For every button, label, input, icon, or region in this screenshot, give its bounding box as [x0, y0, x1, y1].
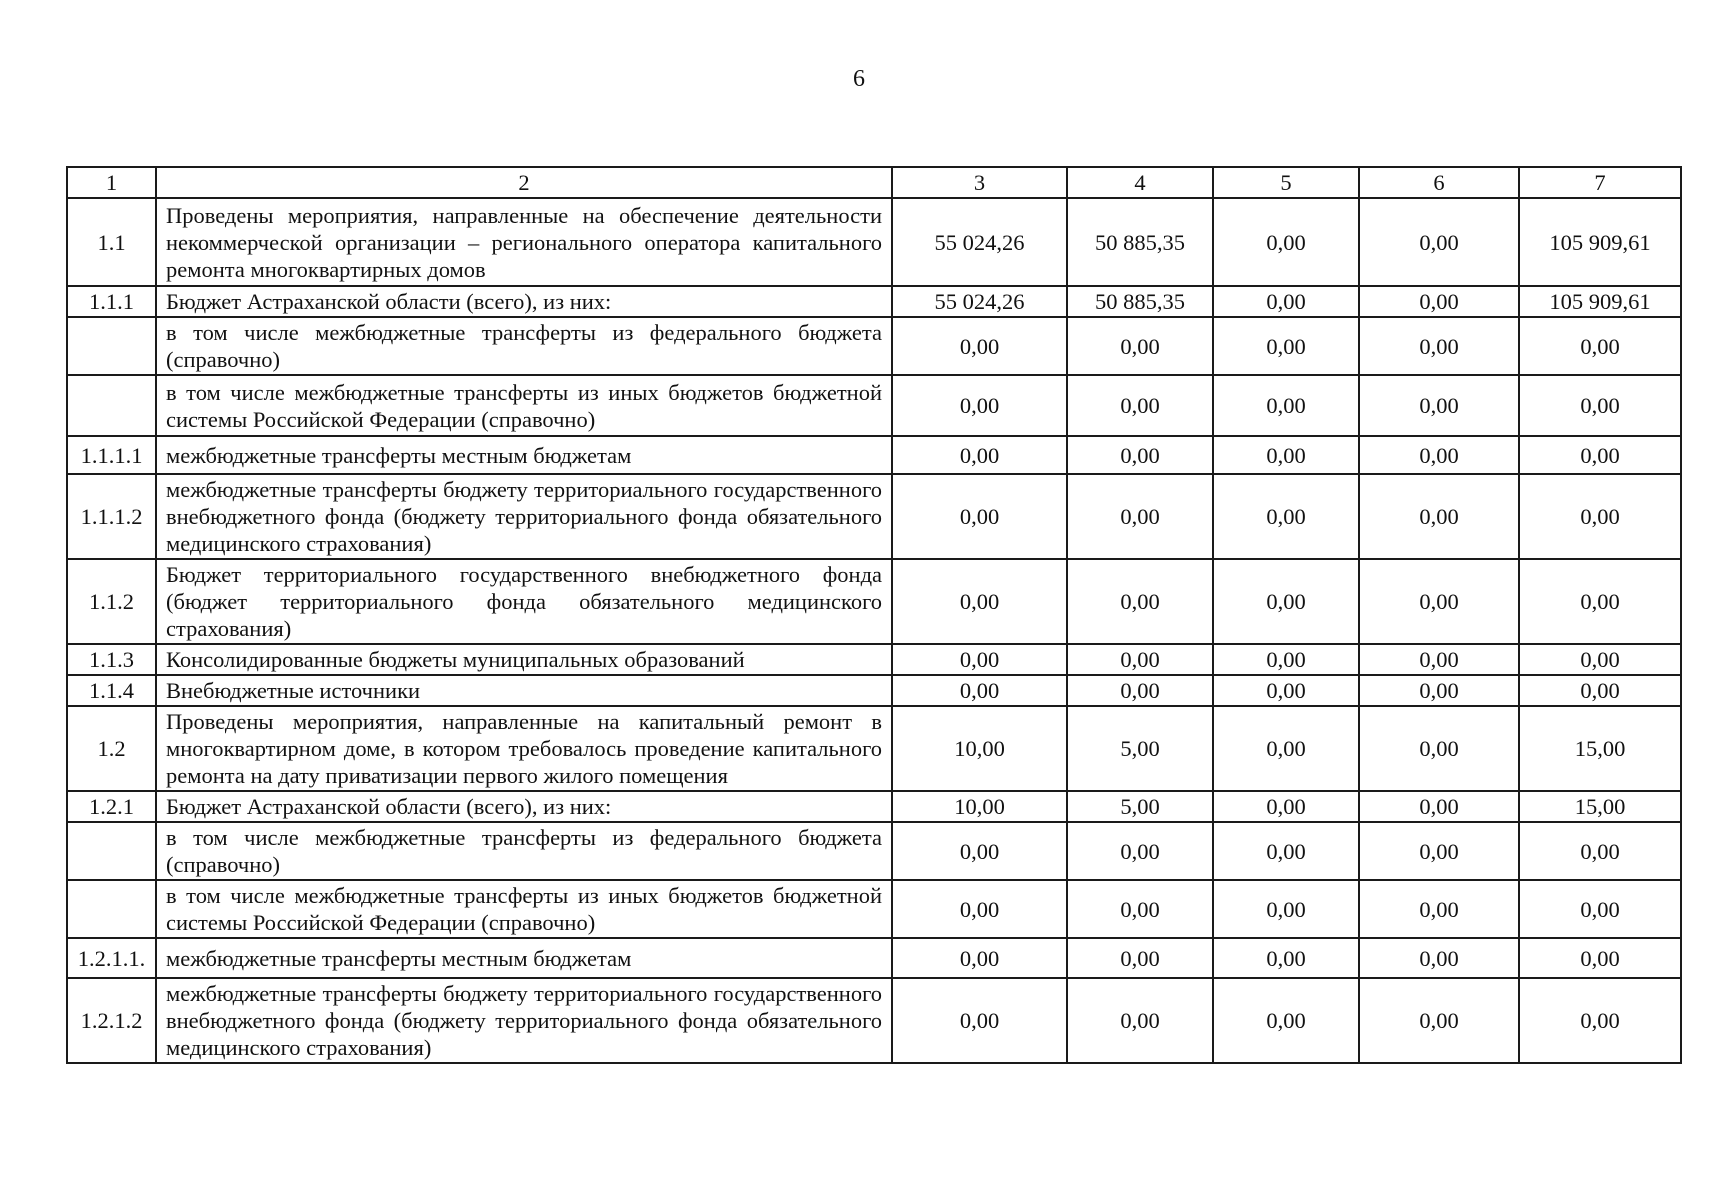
row-value-col-3: 0,00 — [892, 978, 1067, 1063]
row-value-col-3: 0,00 — [892, 317, 1067, 375]
row-code — [67, 880, 156, 938]
row-description: межбюджетные трансферты местным бюджетам — [156, 436, 892, 474]
row-description: межбюджетные трансферты бюджету территориального государственного внебюджетного фонда (бюджету территориального фонда обязательного медицинского страхования) — [156, 474, 892, 559]
row-description: межбюджетные трансферты местным бюджетам — [156, 938, 892, 978]
row-value-col-7: 0,00 — [1519, 559, 1681, 644]
row-code: 1.2.1.1. — [67, 938, 156, 978]
table-row — [67, 822, 1681, 880]
table-row — [67, 375, 1681, 436]
row-code: 1.1.1.1 — [67, 436, 156, 474]
row-value-col-7: 15,00 — [1519, 706, 1681, 791]
row-value-col-3: 55 024,26 — [892, 286, 1067, 317]
row-value-col-6: 0,00 — [1359, 880, 1519, 938]
row-value-col-5: 0,00 — [1213, 286, 1359, 317]
row-value-col-6: 0,00 — [1359, 822, 1519, 880]
header-cell: 1 — [67, 167, 156, 198]
row-value-col-4: 0,00 — [1067, 474, 1213, 559]
row-value-col-3: 0,00 — [892, 375, 1067, 436]
table-row — [67, 559, 1681, 644]
row-value-col-7: 0,00 — [1519, 474, 1681, 559]
row-value-col-3: 0,00 — [892, 559, 1067, 644]
table-row — [67, 978, 1681, 1063]
table-row — [67, 286, 1681, 317]
row-value-col-6: 0,00 — [1359, 559, 1519, 644]
row-value-col-5: 0,00 — [1213, 706, 1359, 791]
row-value-col-5: 0,00 — [1213, 198, 1359, 286]
row-value-col-6: 0,00 — [1359, 375, 1519, 436]
row-value-col-5: 0,00 — [1213, 978, 1359, 1063]
row-value-col-5: 0,00 — [1213, 474, 1359, 559]
row-code: 1.1 — [67, 198, 156, 286]
header-cell: 6 — [1359, 167, 1519, 198]
table-row — [67, 880, 1681, 938]
row-description: межбюджетные трансферты бюджету территориального государственного внебюджетного фонда (бюджету территориального фонда обязательного медицинского страхования) — [156, 978, 892, 1063]
row-value-col-4: 50 885,35 — [1067, 198, 1213, 286]
row-value-col-4: 0,00 — [1067, 978, 1213, 1063]
row-value-col-7: 105 909,61 — [1519, 286, 1681, 317]
header-cell: 2 — [156, 167, 892, 198]
header-cell: 7 — [1519, 167, 1681, 198]
row-value-col-7: 0,00 — [1519, 675, 1681, 706]
row-value-col-6: 0,00 — [1359, 286, 1519, 317]
row-value-col-3: 0,00 — [892, 938, 1067, 978]
row-value-col-7: 0,00 — [1519, 317, 1681, 375]
row-value-col-7: 0,00 — [1519, 644, 1681, 675]
table-row — [67, 791, 1681, 822]
table-row — [67, 474, 1681, 559]
row-code: 1.2.1.2 — [67, 978, 156, 1063]
row-value-col-6: 0,00 — [1359, 474, 1519, 559]
table-row — [67, 317, 1681, 375]
row-value-col-4: 0,00 — [1067, 644, 1213, 675]
row-value-col-3: 0,00 — [892, 644, 1067, 675]
row-code: 1.2.1 — [67, 791, 156, 822]
row-value-col-6: 0,00 — [1359, 644, 1519, 675]
row-value-col-5: 0,00 — [1213, 822, 1359, 880]
row-description: Бюджет Астраханской области (всего), из них: — [156, 791, 892, 822]
row-value-col-3: 0,00 — [892, 822, 1067, 880]
row-code — [67, 375, 156, 436]
row-value-col-4: 50 885,35 — [1067, 286, 1213, 317]
row-value-col-7: 0,00 — [1519, 880, 1681, 938]
row-value-col-4: 5,00 — [1067, 706, 1213, 791]
row-value-col-4: 0,00 — [1067, 938, 1213, 978]
row-code: 1.2 — [67, 706, 156, 791]
row-value-col-5: 0,00 — [1213, 317, 1359, 375]
row-value-col-3: 55 024,26 — [892, 198, 1067, 286]
table-row — [67, 938, 1681, 978]
row-value-col-4: 5,00 — [1067, 791, 1213, 822]
row-value-col-3: 0,00 — [892, 675, 1067, 706]
row-value-col-3: 0,00 — [892, 436, 1067, 474]
row-description: в том числе межбюджетные трансферты из иных бюджетов бюджетной системы Российской Федерации (справочно) — [156, 880, 892, 938]
table-row — [67, 436, 1681, 474]
row-description: Проведены мероприятия, направленные на обеспечение деятельности некоммерческой организации – регионального оператора капитального ремонта многоквартирных домов — [156, 198, 892, 286]
row-value-col-3: 10,00 — [892, 791, 1067, 822]
row-value-col-5: 0,00 — [1213, 436, 1359, 474]
row-code: 1.1.1.2 — [67, 474, 156, 559]
row-value-col-4: 0,00 — [1067, 880, 1213, 938]
table-row — [67, 675, 1681, 706]
header-cell: 3 — [892, 167, 1067, 198]
row-value-col-6: 0,00 — [1359, 436, 1519, 474]
row-description: Консолидированные бюджеты муниципальных образований — [156, 644, 892, 675]
row-value-col-6: 0,00 — [1359, 198, 1519, 286]
row-value-col-4: 0,00 — [1067, 559, 1213, 644]
row-value-col-5: 0,00 — [1213, 675, 1359, 706]
row-value-col-6: 0,00 — [1359, 791, 1519, 822]
row-value-col-4: 0,00 — [1067, 375, 1213, 436]
row-value-col-5: 0,00 — [1213, 644, 1359, 675]
header-row — [67, 167, 1681, 198]
row-value-col-7: 0,00 — [1519, 938, 1681, 978]
row-description: Внебюджетные источники — [156, 675, 892, 706]
header-cell: 4 — [1067, 167, 1213, 198]
row-code: 1.1.3 — [67, 644, 156, 675]
row-code: 1.1.4 — [67, 675, 156, 706]
row-value-col-4: 0,00 — [1067, 436, 1213, 474]
row-description: Бюджет Астраханской области (всего), из них: — [156, 286, 892, 317]
row-value-col-4: 0,00 — [1067, 317, 1213, 375]
row-value-col-7: 15,00 — [1519, 791, 1681, 822]
row-description: в том числе межбюджетные трансферты из иных бюджетов бюджетной системы Российской Федерации (справочно) — [156, 375, 892, 436]
row-code: 1.1.2 — [67, 559, 156, 644]
table-row — [67, 198, 1681, 286]
row-value-col-6: 0,00 — [1359, 317, 1519, 375]
row-description: в том числе межбюджетные трансферты из федерального бюджета (справочно) — [156, 317, 892, 375]
table-row — [67, 706, 1681, 791]
row-description: Проведены мероприятия, направленные на капитальный ремонт в многоквартирном доме, в котором требовалось проведение капитального ремонта на дату приватизации первого жилого помещения — [156, 706, 892, 791]
row-value-col-5: 0,00 — [1213, 791, 1359, 822]
row-value-col-3: 0,00 — [892, 880, 1067, 938]
row-description: в том числе межбюджетные трансферты из федерального бюджета (справочно) — [156, 822, 892, 880]
row-code — [67, 317, 156, 375]
row-code — [67, 822, 156, 880]
row-value-col-6: 0,00 — [1359, 938, 1519, 978]
page-number: 6 — [853, 66, 865, 92]
row-value-col-7: 0,00 — [1519, 436, 1681, 474]
row-value-col-7: 105 909,61 — [1519, 198, 1681, 286]
row-description: Бюджет территориального государственного внебюджетного фонда (бюджет территориального фонда обязательного медицинского страхования) — [156, 559, 892, 644]
row-value-col-3: 0,00 — [892, 474, 1067, 559]
row-value-col-5: 0,00 — [1213, 559, 1359, 644]
row-value-col-7: 0,00 — [1519, 978, 1681, 1063]
row-value-col-7: 0,00 — [1519, 822, 1681, 880]
row-value-col-4: 0,00 — [1067, 675, 1213, 706]
row-value-col-5: 0,00 — [1213, 938, 1359, 978]
table-row — [67, 644, 1681, 675]
row-value-col-3: 10,00 — [892, 706, 1067, 791]
row-value-col-6: 0,00 — [1359, 978, 1519, 1063]
table-body — [67, 198, 1681, 1063]
budget-table — [66, 166, 1682, 1064]
row-value-col-7: 0,00 — [1519, 375, 1681, 436]
header-cell: 5 — [1213, 167, 1359, 198]
row-value-col-6: 0,00 — [1359, 706, 1519, 791]
row-value-col-5: 0,00 — [1213, 375, 1359, 436]
row-value-col-5: 0,00 — [1213, 880, 1359, 938]
row-value-col-6: 0,00 — [1359, 675, 1519, 706]
row-value-col-4: 0,00 — [1067, 822, 1213, 880]
row-code: 1.1.1 — [67, 286, 156, 317]
